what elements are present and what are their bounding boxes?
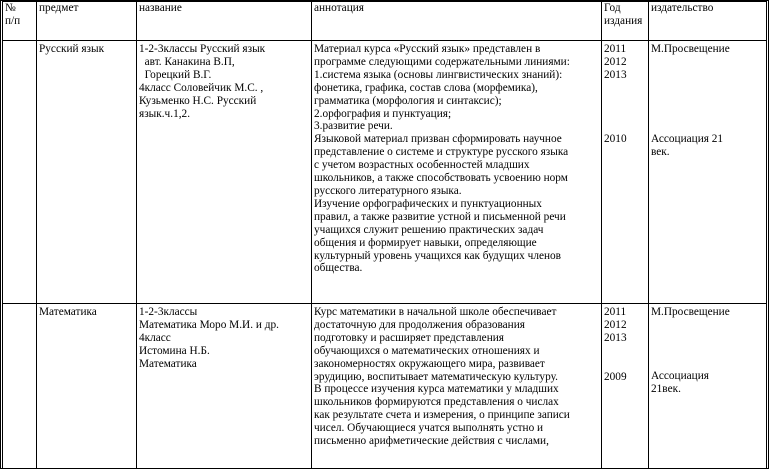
annotation-line: Материал курса «Русский язык» представлен в <box>314 43 541 55</box>
name-line: язык.ч.1,2. <box>139 107 191 120</box>
table-header-row <box>3 2 767 41</box>
year-value: 2011 <box>604 43 627 55</box>
cell-year <box>602 304 649 469</box>
cell-name <box>137 304 312 469</box>
annotation-line: обучающихся о математических отношениях и <box>314 344 540 357</box>
annotation-line: правил, а также развитие устной и письменной речи <box>314 210 566 223</box>
annotation-line: достаточную для продолжения образования <box>314 318 525 331</box>
header-year-line1: Год <box>604 2 621 14</box>
annotation-line: письменно арифметические действия с числами, <box>314 435 549 448</box>
year-value: 2010 <box>604 133 627 146</box>
name-line: 4класс <box>139 331 171 344</box>
name-line: Математика <box>139 357 197 370</box>
name-line: Истомина Н.Б. <box>139 344 210 357</box>
header-year-line2: издания <box>604 14 643 27</box>
annotation-line: общества. <box>314 262 363 275</box>
cell-subject: Русский язык <box>37 41 137 304</box>
annotation-line: эрудицию, воспитывает математическую культуру. <box>314 370 558 383</box>
annotation-line: Изучение орфографических и пунктуационных <box>314 197 542 210</box>
publisher-value: Ассоциация 21 <box>651 133 724 146</box>
name-line: Кузьменко Н.С. Русский <box>139 94 257 107</box>
header-number-line2: п/п <box>5 14 21 27</box>
publisher-value: век. <box>651 146 670 159</box>
annotation-line: 1.система языка (основы лингвистических знаний): <box>314 68 563 81</box>
annotation-line: Курс математики в начальной школе обеспечивает <box>314 306 557 318</box>
annotation-line: программе следующими содержательными линиями: <box>314 55 570 68</box>
annotation-line: 3.развитие речи. <box>314 120 393 133</box>
year-value: 2009 <box>604 370 627 383</box>
header-year <box>602 2 649 41</box>
header-subject: предмет <box>37 2 137 41</box>
cell-subject: Математика <box>37 304 137 469</box>
annotation-line: закономерностях окружающего мира, развивает <box>314 357 545 370</box>
table-row <box>3 304 767 469</box>
annotation-line: фонетика, графика, состав слова (морфемика), <box>314 81 538 94</box>
table-row <box>3 41 767 304</box>
publisher-value: М.Просвещение <box>651 43 730 55</box>
annotation-line: 2.орфография и пунктуация; <box>314 107 452 120</box>
cell-number <box>3 41 37 304</box>
annotation-line: школьников, а также способствовать усвоению норм <box>314 172 568 185</box>
annotation-line: с учетом возрастных особенностей младших <box>314 159 530 172</box>
annotation-line: русского литературного языка. <box>314 184 462 197</box>
cell-publisher <box>649 304 767 469</box>
header-number-line1: № <box>5 2 16 14</box>
name-line: Горецкий В.Г. <box>139 68 212 81</box>
cell-publisher <box>649 41 767 304</box>
publisher-value: М.Просвещение <box>651 306 730 318</box>
year-value: 2013 <box>604 331 627 344</box>
header-annotation: аннотация <box>312 2 602 41</box>
header-name: название <box>137 2 312 41</box>
cell-annotation <box>312 41 602 304</box>
header-publisher: издательство <box>649 2 767 41</box>
cell-year <box>602 41 649 304</box>
name-line: 4класс Соловейчик М.С. , <box>139 81 264 94</box>
cell-annotation <box>312 304 602 469</box>
annotation-line: как результате счета и измерения, о принципе записи <box>314 409 570 422</box>
curriculum-table <box>2 1 767 469</box>
annotation-line: В процессе изучения курса математики у младших <box>314 383 559 396</box>
annotation-line: учащихся служит решению практических задач <box>314 223 544 236</box>
year-value: 2011 <box>604 306 627 318</box>
name-line: 1-2-3классы <box>139 306 198 318</box>
annotation-line: общения и формирует навыки, определяющие <box>314 236 537 249</box>
annotation-line: культурный уровень учащихся как будущих членов <box>314 249 561 262</box>
name-line: 1-2-3классы Русский язык <box>139 43 266 55</box>
header-number <box>3 2 37 41</box>
publisher-value: Ассоциация <box>651 370 709 383</box>
year-value: 2013 <box>604 68 627 81</box>
annotation-line: подготовку и расширяет представления <box>314 331 504 344</box>
cell-name <box>137 41 312 304</box>
name-line: авт. Канакина В.П, <box>139 55 235 68</box>
annotation-line: чисел. Обучающиеся учатся выполнять устно и <box>314 422 544 435</box>
annotation-line: Языковой материал призван сформировать научное <box>314 133 562 146</box>
annotation-line: грамматика (морфология и синтаксис); <box>314 94 502 107</box>
year-value: 2012 <box>604 55 627 68</box>
year-value: 2012 <box>604 318 627 331</box>
publisher-value: 21век. <box>651 383 681 396</box>
annotation-line: представление о системе и структуре русского языка <box>314 146 569 159</box>
annotation-line: школьников формируются представления о числах <box>314 396 559 409</box>
cell-number <box>3 304 37 469</box>
name-line: Математика Моро М.И. и др. <box>139 318 279 331</box>
